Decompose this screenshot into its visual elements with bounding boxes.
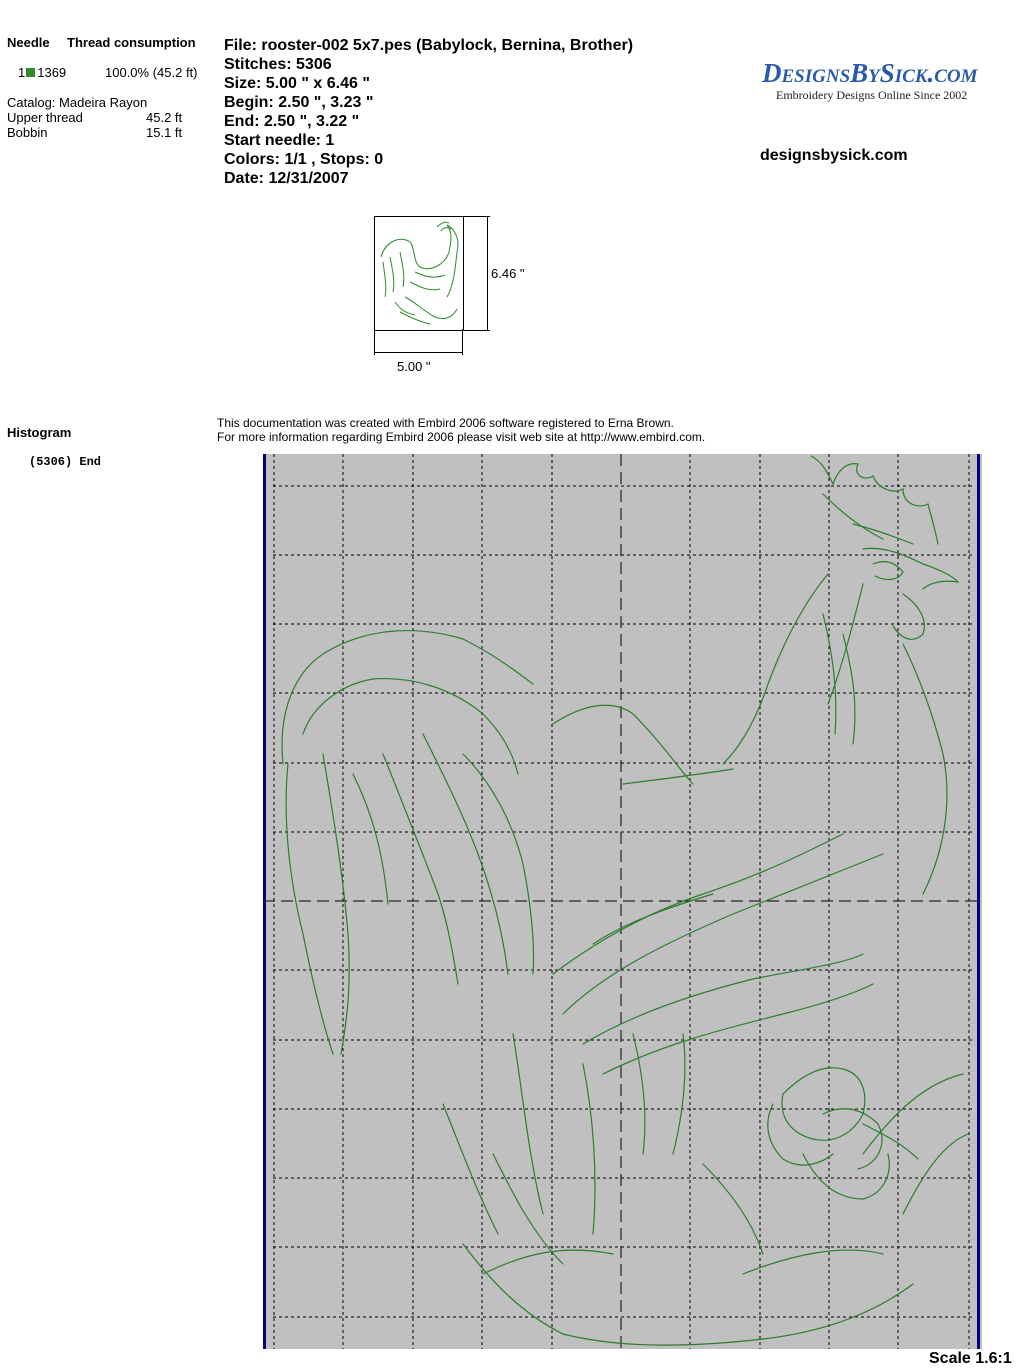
needle-header: Needle <box>7 35 50 50</box>
hoop-background <box>263 454 982 1349</box>
dim-tick-top <box>462 216 490 217</box>
height-label: 6.46 " <box>491 266 525 281</box>
upper-thread-value: 45.2 ft <box>146 110 183 125</box>
file-name: File: rooster-002 5x7.pes (Babylock, Bernina, Brother) <box>224 37 634 54</box>
scale-label: Scale 1.6:1 <box>929 1350 1012 1367</box>
end-position: End: 2.50 ", 3.22 " <box>224 113 360 130</box>
histogram-entry: (5306) End <box>29 455 102 469</box>
doc-note-line1: This documentation was created with Embird 2006 software registered to Erna Brown. <box>217 416 674 430</box>
height-dimension-line <box>487 216 488 331</box>
brand-tagline: Embroidery Designs Online Since 2002 <box>776 88 968 102</box>
histogram-title: Histogram <box>7 425 72 440</box>
catalog-label: Catalog: Madeira Rayon <box>7 95 148 110</box>
width-label: 5.00 " <box>397 359 431 374</box>
hoop-frame-right <box>977 454 980 1349</box>
thread-color-swatch <box>26 68 35 77</box>
dim-tick-bottom <box>462 330 490 331</box>
thread-code: 1369 <box>37 65 67 80</box>
design-size: Size: 5.00 " x 6.46 " <box>224 75 370 92</box>
thread-consumption-value: 100.0% (45.2 ft) <box>105 65 198 80</box>
stitch-count: Stitches: 5306 <box>224 56 332 73</box>
start-needle: Start needle: 1 <box>224 132 335 149</box>
design-preview-svg <box>263 454 982 1349</box>
thread-row <box>18 65 66 80</box>
colors-stops: Colors: 1/1 , Stops: 0 <box>224 151 384 168</box>
bobbin-label: Bobbin <box>7 125 48 140</box>
brand-logo: DesignsBySick.com <box>762 58 978 88</box>
design-date: Date: 12/31/2007 <box>224 170 349 187</box>
design-thumbnail <box>374 216 464 331</box>
hoop-frame-left <box>263 454 266 1349</box>
design-preview-area <box>263 454 982 1349</box>
file-info <box>224 36 633 188</box>
upper-thread-label: Upper thread <box>7 110 83 125</box>
documentation-note <box>217 416 705 444</box>
thread-consumption-header: Thread consumption <box>67 35 196 50</box>
thumbnail-rooster-image <box>375 217 463 330</box>
begin-position: Begin: 2.50 ", 3.23 " <box>224 94 374 111</box>
needle-number: 1 <box>18 65 26 80</box>
doc-note-line2: For more information regarding Embird 2006 please visit web site at http://www.embird.com. <box>217 430 706 444</box>
bobbin-value: 15.1 ft <box>146 125 183 140</box>
website-url[interactable]: designsbysick.com <box>760 147 908 164</box>
width-dimension-line <box>374 352 463 353</box>
